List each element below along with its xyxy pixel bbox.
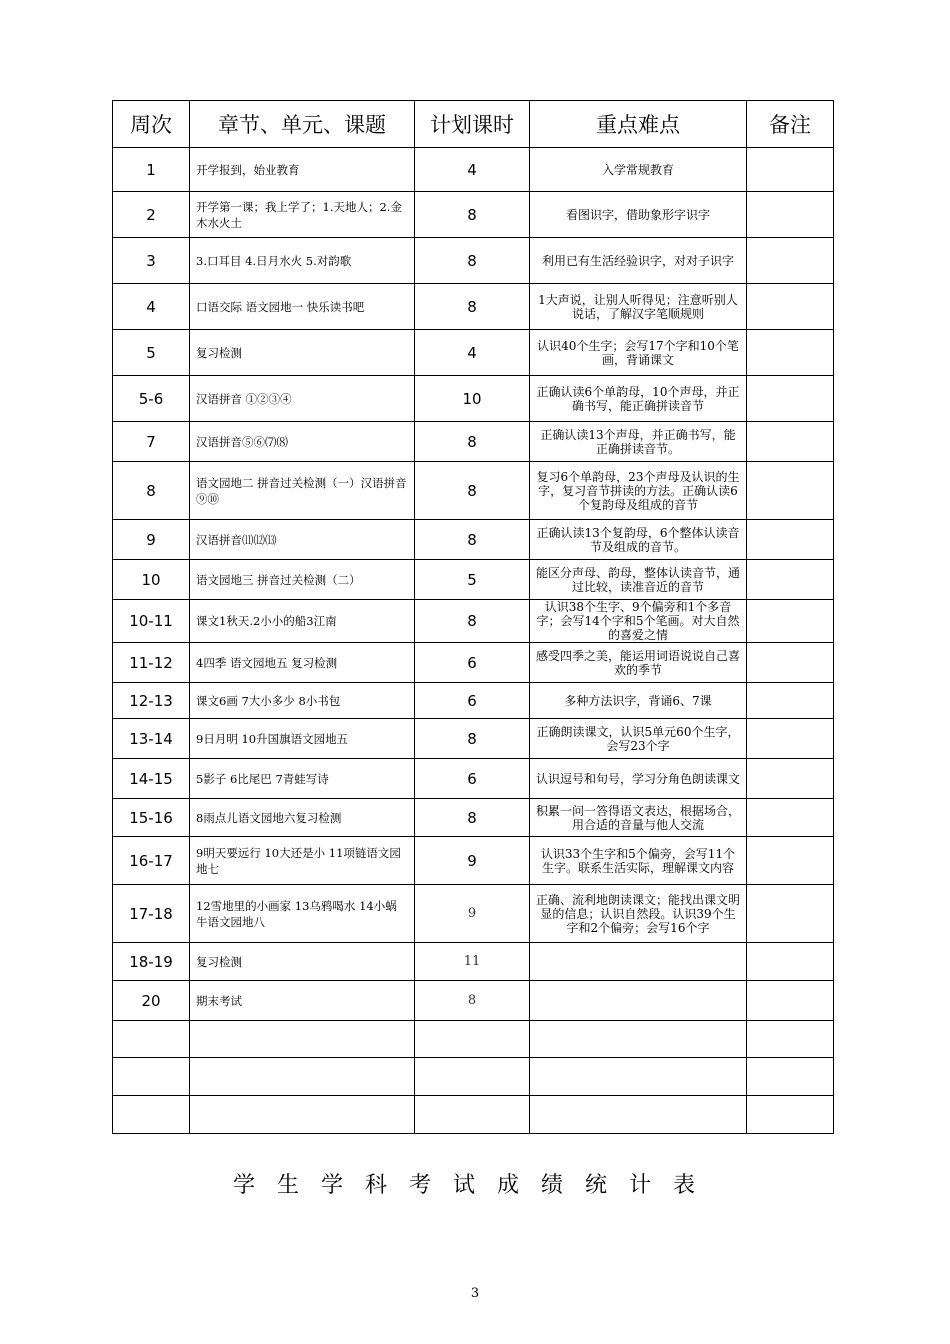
- cell-topic: 开学第一课；我上学了；1.天地人；2.金木水火土: [190, 192, 415, 238]
- cell-week: 5: [113, 330, 190, 376]
- cell-week: [113, 1021, 190, 1058]
- cell-topic: 汉语拼音⑾⑿⒀: [190, 520, 415, 560]
- cell-hours: 6: [415, 683, 530, 719]
- cell-week: 15-16: [113, 799, 190, 837]
- table-row: [113, 1096, 834, 1134]
- cell-week: [113, 1058, 190, 1096]
- cell-topic: [190, 1021, 415, 1058]
- cell-hours: 11: [415, 943, 530, 981]
- cell-remarks: [747, 284, 834, 330]
- cell-key-points: 正确朗读课文，认识5单元60个生字，会写23个字: [530, 719, 747, 759]
- table-row: [113, 238, 834, 284]
- table-body: [113, 148, 834, 1134]
- cell-remarks: [747, 238, 834, 284]
- table-row: [113, 330, 834, 376]
- table-row: [113, 376, 834, 422]
- cell-hours: 8: [415, 238, 530, 284]
- cell-remarks: [747, 376, 834, 422]
- cell-key-points: 入学常规教育: [530, 148, 747, 192]
- cell-topic: 12雪地里的小画家 13乌鸦喝水 14小蜗牛语文园地八: [190, 885, 415, 943]
- cell-remarks: [747, 520, 834, 560]
- cell-key-points: [530, 1058, 747, 1096]
- cell-week: 18-19: [113, 943, 190, 981]
- cell-week: 5-6: [113, 376, 190, 422]
- cell-key-points: 正确认读6个单韵母，10个声母，并正确书写，能正确拼读音节: [530, 376, 747, 422]
- cell-week: 10: [113, 560, 190, 600]
- cell-hours: 9: [415, 837, 530, 885]
- cell-topic: 开学报到，始业教育: [190, 148, 415, 192]
- header-key-points: 重点难点: [530, 101, 747, 148]
- cell-key-points: 看图识字，借助象形字识字: [530, 192, 747, 238]
- cell-hours: 8: [415, 192, 530, 238]
- cell-remarks: [747, 1021, 834, 1058]
- cell-remarks: [747, 643, 834, 683]
- cell-key-points: 正确认读13个复韵母，6个整体认读音节及组成的音节。: [530, 520, 747, 560]
- cell-remarks: [747, 560, 834, 600]
- cell-week: 2: [113, 192, 190, 238]
- cell-topic: 语文园地三 拼音过关检测（二）: [190, 560, 415, 600]
- cell-key-points: 正确认读13个声母，并正确书写，能正确拼读音节。: [530, 422, 747, 462]
- cell-key-points: [530, 981, 747, 1021]
- cell-topic: 语文园地二 拼音过关检测（一）汉语拼音⑨⑩: [190, 462, 415, 520]
- table-row: [113, 1058, 834, 1096]
- cell-week: 16-17: [113, 837, 190, 885]
- cell-remarks: [747, 1058, 834, 1096]
- cell-key-points: 认识38个生字、9个偏旁和1个多音字；会写14个字和5个笔画。对大自然的喜爱之情: [530, 600, 747, 643]
- cell-topic: 口语交际 语文园地一 快乐读书吧: [190, 284, 415, 330]
- table-row: [113, 683, 834, 719]
- cell-key-points: 认识33个生字和5个偏旁，会写11个生字。联系生活实际，理解课文内容: [530, 837, 747, 885]
- cell-remarks: [747, 148, 834, 192]
- cell-week: 9: [113, 520, 190, 560]
- cell-hours: 4: [415, 330, 530, 376]
- table-row: [113, 560, 834, 600]
- cell-topic: 期末考试: [190, 981, 415, 1021]
- cell-key-points: 积累一问一答得语文表达，根据场合，用合适的音量与他人交流: [530, 799, 747, 837]
- cell-week: 12-13: [113, 683, 190, 719]
- cell-hours: 8: [415, 520, 530, 560]
- cell-hours: 6: [415, 759, 530, 799]
- cell-remarks: [747, 759, 834, 799]
- cell-topic: [190, 1096, 415, 1134]
- header-chapter: 章节、单元、课题: [190, 101, 415, 148]
- header-remarks: 备注: [747, 101, 834, 148]
- cell-key-points: 复习6个单韵母，23个声母及认识的生字，复习音节拼读的方法。正确认读6个复韵母及组成的音节: [530, 462, 747, 520]
- table-row: [113, 643, 834, 683]
- cell-hours: 8: [415, 981, 530, 1021]
- cell-key-points: 感受四季之美，能运用词语说说自己喜欢的季节: [530, 643, 747, 683]
- table-row: [113, 520, 834, 560]
- cell-hours: 8: [415, 284, 530, 330]
- table-row: [113, 422, 834, 462]
- cell-hours: 8: [415, 799, 530, 837]
- table-row: [113, 759, 834, 799]
- cell-hours: [415, 1096, 530, 1134]
- cell-remarks: [747, 799, 834, 837]
- cell-remarks: [747, 192, 834, 238]
- cell-key-points: 利用已有生活经验识字，对对子识字: [530, 238, 747, 284]
- table-row: [113, 799, 834, 837]
- cell-topic: 课文1秋天.2小小的船3江南: [190, 600, 415, 643]
- header-planned-hours: 计划课时: [415, 101, 530, 148]
- cell-topic: 课文6画 7大小多少 8小书包: [190, 683, 415, 719]
- cell-week: 13-14: [113, 719, 190, 759]
- cell-remarks: [747, 683, 834, 719]
- cell-key-points: 多种方法识字，背诵6、7课: [530, 683, 747, 719]
- table-row: [113, 284, 834, 330]
- cell-key-points: 认识40个生字；会写17个字和10个笔画，背诵课文: [530, 330, 747, 376]
- header-week: 周次: [113, 101, 190, 148]
- cell-remarks: [747, 422, 834, 462]
- cell-topic: 3.口耳目 4.日月水火 5.对韵歌: [190, 238, 415, 284]
- cell-remarks: [747, 719, 834, 759]
- cell-remarks: [747, 330, 834, 376]
- cell-topic: 9日月明 10升国旗语文园地五: [190, 719, 415, 759]
- cell-hours: [415, 1058, 530, 1096]
- cell-topic: 复习检测: [190, 943, 415, 981]
- table-header-row: [113, 101, 834, 148]
- cell-key-points: 认识逗号和句号，学习分角色朗读课文: [530, 759, 747, 799]
- cell-key-points: [530, 1096, 747, 1134]
- cell-topic: 8雨点儿语文园地六复习检测: [190, 799, 415, 837]
- cell-topic: [190, 1058, 415, 1096]
- cell-hours: 10: [415, 376, 530, 422]
- table-row: [113, 885, 834, 943]
- table-row: [113, 600, 834, 643]
- cell-hours: 5: [415, 560, 530, 600]
- cell-week: 10-11: [113, 600, 190, 643]
- cell-remarks: [747, 943, 834, 981]
- table-row: [113, 192, 834, 238]
- cell-remarks: [747, 600, 834, 643]
- cell-key-points: [530, 943, 747, 981]
- cell-week: 7: [113, 422, 190, 462]
- cell-hours: 8: [415, 462, 530, 520]
- table-row: [113, 837, 834, 885]
- cell-week: 1: [113, 148, 190, 192]
- cell-week: 14-15: [113, 759, 190, 799]
- cell-key-points: 能区分声母、韵母，整体认读音节，通过比较，读准音近的音节: [530, 560, 747, 600]
- cell-remarks: [747, 837, 834, 885]
- cell-week: 3: [113, 238, 190, 284]
- cell-hours: [415, 1021, 530, 1058]
- section-title: 学生学科考试成绩统计表: [232, 1173, 717, 1198]
- cell-week: 17-18: [113, 885, 190, 943]
- cell-topic: 汉语拼音⑤⑥⑺⑻: [190, 422, 415, 462]
- cell-week: 20: [113, 981, 190, 1021]
- table-row: [113, 148, 834, 192]
- table-row: [113, 462, 834, 520]
- cell-hours: 6: [415, 643, 530, 683]
- table-row: [113, 943, 834, 981]
- cell-week: 4: [113, 284, 190, 330]
- page-number: 3: [470, 1286, 480, 1301]
- cell-key-points: [530, 1021, 747, 1058]
- cell-topic: 5影子 6比尾巴 7青蛙写诗: [190, 759, 415, 799]
- cell-topic: 复习检测: [190, 330, 415, 376]
- cell-hours: 4: [415, 148, 530, 192]
- cell-topic: 9明天要远行 10大还是小 11项链语文园地七: [190, 837, 415, 885]
- cell-week: 11-12: [113, 643, 190, 683]
- cell-remarks: [747, 981, 834, 1021]
- cell-hours: 8: [415, 600, 530, 643]
- cell-hours: 9: [415, 885, 530, 943]
- cell-topic: 汉语拼音 ①②③④: [190, 376, 415, 422]
- table-row: [113, 719, 834, 759]
- cell-key-points: 正确、流利地朗读课文；能找出课文明显的信息；认识自然段。认识39个生字和2个偏旁；会写16个字: [530, 885, 747, 943]
- cell-week: 8: [113, 462, 190, 520]
- cell-remarks: [747, 885, 834, 943]
- cell-remarks: [747, 1096, 834, 1134]
- cell-key-points: 1大声说，让别人听得见；注意听别人说话，了解汉字笔顺规则: [530, 284, 747, 330]
- table-row: [113, 981, 834, 1021]
- cell-topic: 4四季 语文园地五 复习检测: [190, 643, 415, 683]
- cell-hours: 8: [415, 719, 530, 759]
- table-row: [113, 1021, 834, 1058]
- cell-hours: 8: [415, 422, 530, 462]
- cell-week: [113, 1096, 190, 1134]
- teaching-plan-table: [112, 100, 834, 1134]
- cell-remarks: [747, 462, 834, 520]
